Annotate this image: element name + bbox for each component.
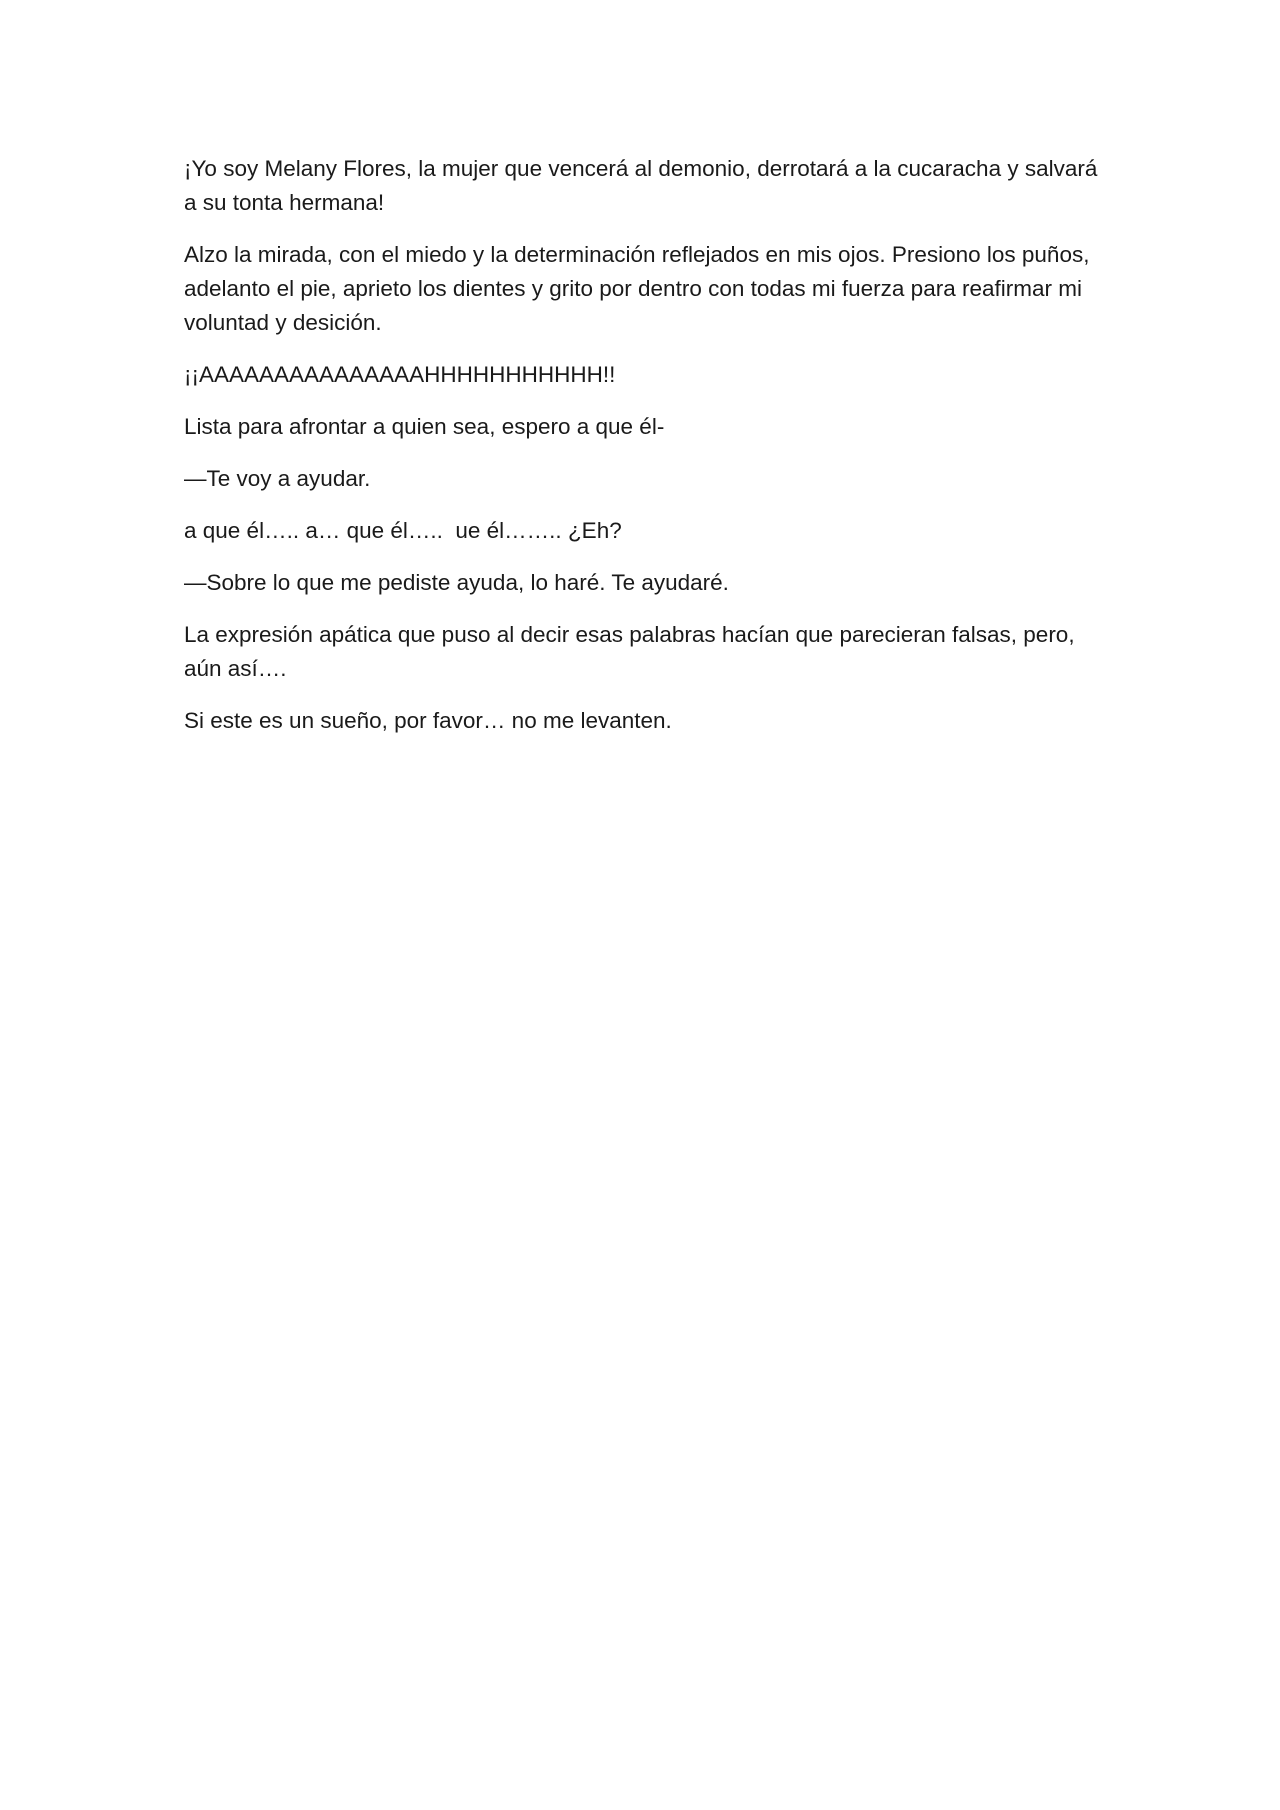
paragraph-4: Lista para afrontar a quien sea, espero a que él- [184,414,665,439]
paragraph-1: ¡Yo soy Melany Flores, la mujer que vencerá al demonio, derrotará a la cucaracha y salvará a su tonta hermana! [184,156,1104,215]
paragraph-2: Alzo la mirada, con el miedo y la determinación reflejados en mis ojos. Presiono los puños, adelanto el pie, aprieto los dientes y grito por dentro con todas mi fuerza para reafirmar mi voluntad y desición. [184,242,1096,335]
document-body [184,152,1104,756]
paragraph-9: Si este es un sueño, por favor… no me levanten. [184,708,672,733]
paragraph-6: a que él….. a… que él….. ue él…….. ¿Eh? [184,518,622,543]
paragraph-8: La expresión apática que puso al decir esas palabras hacían que parecieran falsas, pero, aún así…. [184,622,1081,681]
paragraph-5: —Te voy a ayudar. [184,466,371,491]
paragraph-7: —Sobre lo que me pediste ayuda, lo haré. Te ayudaré. [184,570,729,595]
paragraph-3: ¡¡AAAAAAAAAAAAAAAHHHHHHHHHHH!! [184,362,616,387]
